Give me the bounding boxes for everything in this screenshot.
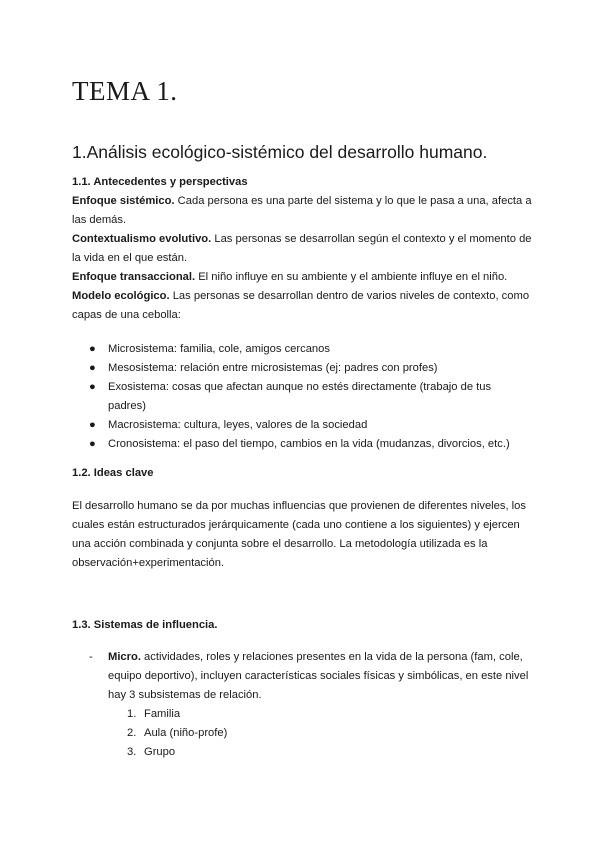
list-item — [72, 435, 532, 454]
list-number: 2. — [127, 727, 137, 739]
definition-term: Enfoque transaccional. — [72, 271, 196, 283]
list-number: 1. — [127, 708, 137, 720]
ideas-paragraph: El desarrollo humano se da por muchas influencias que provienen de diferentes niveles, los cuales están estructurados jerárquicamente (cada uno contiene a los siguientes) y ejercen una acción combinada y conjunta sobre el desarrollo. La metodología utilizada es la observación+experimentación. — [72, 500, 526, 569]
micro-term: Micro. — [108, 651, 141, 663]
bullet-icon: ● — [89, 381, 96, 393]
list-item-text: Grupo — [144, 746, 176, 758]
list-item-text: Exosistema: cosas que afectan aunque no estés directamente (trabajo de tus padres) — [108, 381, 492, 412]
document-title: TEMA 1. — [72, 76, 178, 106]
definition-paragraph — [72, 268, 532, 287]
ecological-levels-list — [72, 340, 532, 454]
definition-paragraph — [72, 287, 532, 325]
bullet-icon: ● — [89, 362, 96, 374]
micro-paragraph — [72, 648, 532, 705]
list-item — [72, 378, 532, 416]
micro-text: actividades, roles y relaciones presentes en la vida de la persona (fam, cole, equipo deportivo), incluyen características sociales físicas y simbólicas, en este nivel hay 3 subsistemas de relación. — [108, 651, 529, 701]
list-item-text: Familia — [144, 708, 181, 720]
dash-icon: - — [89, 651, 93, 663]
list-item — [72, 416, 532, 435]
section-heading: 1.3. Sistemas de influencia. — [72, 619, 218, 631]
bullet-icon: ● — [89, 438, 96, 450]
list-item-text: Aula (niño-profe) — [144, 727, 228, 739]
list-item — [72, 359, 532, 378]
definition-text: Las personas se desarrollan dentro de varios niveles de contexto, como capas de una cebolla: — [72, 290, 530, 321]
definition-text: Las personas se desarrollan según el contexto y el momento de la vida en el que están. — [72, 233, 532, 264]
definition-paragraph — [72, 192, 532, 230]
definition-text: Cada persona es una parte del sistema y lo que le pasa a una, afecta a las demás. — [72, 195, 532, 226]
list-item-text: Mesosistema: relación entre microsistemas (ej: padres con profes) — [108, 362, 438, 374]
bullet-icon: ● — [89, 419, 96, 431]
list-item-text: Cronosistema: el paso del tiempo, cambios en la vida (mudanzas, divorcios, etc.) — [108, 438, 510, 450]
definition-text: El niño influye en su ambiente y el ambiente influye en el niño. — [195, 271, 508, 283]
section-sistemas — [72, 616, 532, 635]
list-item — [72, 743, 227, 762]
list-item — [72, 340, 532, 359]
list-item-text: Microsistema: familia, cole, amigos cercanos — [108, 343, 330, 355]
section-heading: 1.2. Ideas clave — [72, 467, 154, 479]
section-antecedentes — [72, 173, 532, 325]
section-heading: 1.1. Antecedentes y perspectivas — [72, 176, 248, 188]
definition-term: Contextualismo evolutivo. — [72, 233, 212, 245]
section-ideas-clave — [72, 464, 532, 573]
subsystems-list — [72, 705, 227, 762]
list-item — [72, 724, 227, 743]
main-heading: 1.Análisis ecológico-sistémico del desarrollo humano. — [72, 142, 488, 162]
bullet-icon: ● — [89, 343, 96, 355]
definition-term: Modelo ecológico. — [72, 290, 170, 302]
definition-paragraph — [72, 230, 532, 268]
list-number: 3. — [127, 746, 137, 758]
list-item — [72, 705, 227, 724]
definition-term: Enfoque sistémico. — [72, 195, 175, 207]
list-item-text: Macrosistema: cultura, leyes, valores de la sociedad — [108, 419, 368, 431]
micro-item — [72, 648, 532, 705]
